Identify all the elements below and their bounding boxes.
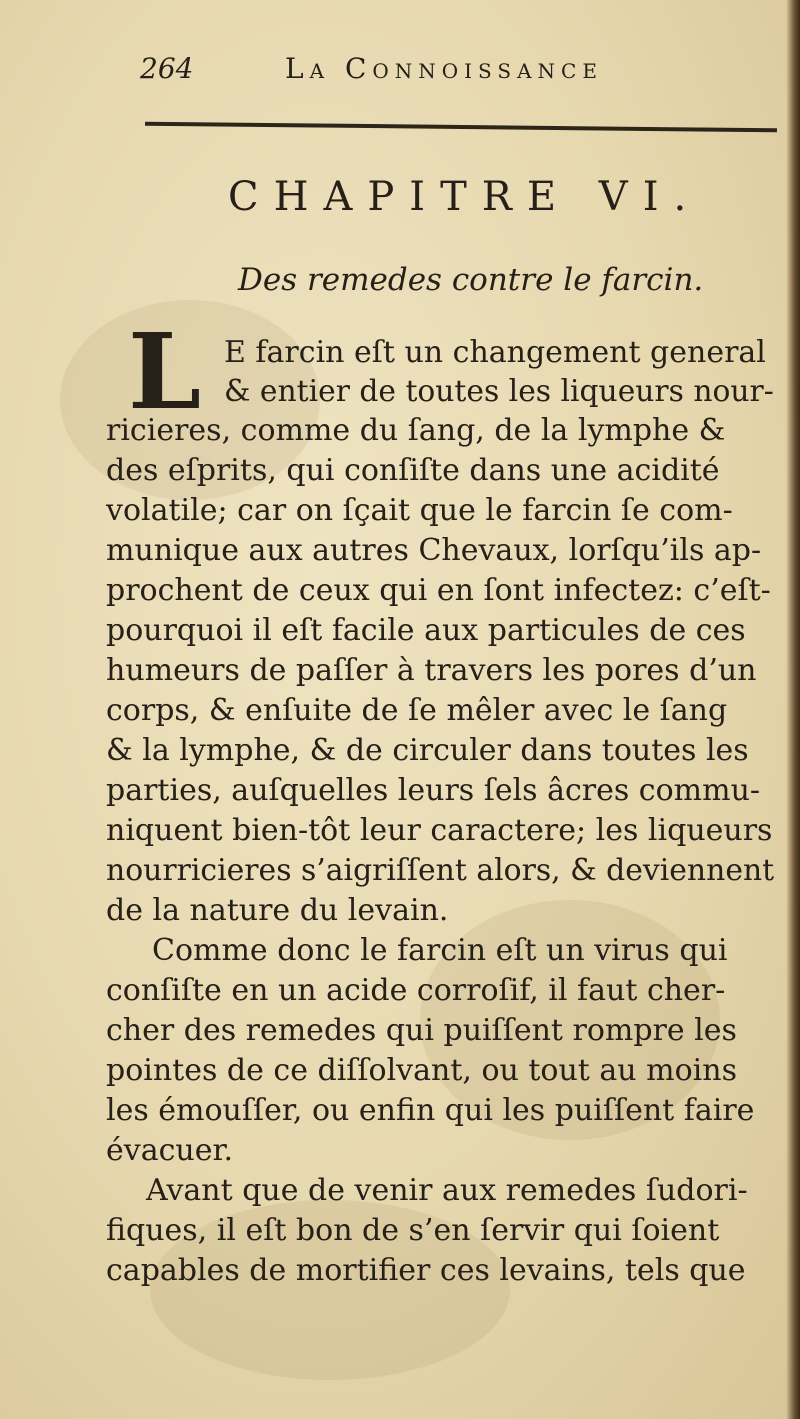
chapter-heading: CHAPITRE VI. bbox=[228, 174, 702, 220]
text-line: pourquoi il eſt facile aux particules de ces bbox=[106, 613, 746, 648]
running-title: La Connoissance bbox=[285, 52, 603, 85]
text-line: cher des remedes qui puiſſent rompre les bbox=[106, 1013, 737, 1048]
text-line: & la lymphe, & de circuler dans toutes les bbox=[106, 733, 749, 768]
text-line: prochent de ceux qui en ſont infectez: c’eſt- bbox=[106, 573, 771, 608]
text-line: évacuer. bbox=[106, 1133, 234, 1168]
text-line: les émouſſer, ou enfin qui les puiſſent faire bbox=[106, 1093, 755, 1128]
text-line: pointes de ce diſſolvant, ou tout au moins bbox=[106, 1053, 737, 1088]
text-line: munique aux autres Chevaux, lorſqu’ils ap- bbox=[106, 533, 762, 568]
text-line: nourricieres s’aigriſſent alors, & deviennent bbox=[106, 853, 775, 888]
running-header bbox=[115, 50, 695, 90]
chapter-subtitle: Des remedes contre le farcin. bbox=[238, 262, 704, 298]
text-line: volatile; car on ſçait que le farcin ſe com- bbox=[106, 493, 733, 528]
text-line: niquent bien-tôt leur caractere; les liqueurs bbox=[106, 813, 773, 848]
text-line: de la nature du levain. bbox=[106, 893, 449, 928]
drop-cap: L bbox=[128, 310, 202, 433]
text-line: Avant que de venir aux remedes ſudori- bbox=[146, 1173, 748, 1208]
text-line: E farcin eſt un changement general bbox=[224, 335, 766, 370]
text-line: capables de mortifier ces levains, tels que bbox=[106, 1253, 746, 1288]
text-line: conſiſte en un acide corroſif, il faut cher- bbox=[106, 973, 726, 1008]
text-line: fiques, il eſt bon de s’en ſervir qui ſoient bbox=[106, 1213, 720, 1248]
header-rule bbox=[145, 122, 777, 133]
text-line: corps, & enſuite de ſe mêler avec le ſang bbox=[106, 693, 728, 728]
page-edge-shadow bbox=[786, 0, 800, 1419]
text-line: parties, auſquelles leurs ſels âcres commu- bbox=[106, 773, 761, 808]
page-number: 264 bbox=[140, 52, 194, 85]
text-line: humeurs de paſſer à travers les pores d’un bbox=[106, 653, 757, 688]
text-line: Comme donc le farcin eſt un virus qui bbox=[152, 933, 728, 968]
text-line: ricieres, comme du ſang, de la lymphe & bbox=[106, 413, 726, 448]
text-line: & entier de toutes les liqueurs nour- bbox=[224, 374, 774, 409]
text-line: des eſprits, qui conſiſte dans une acidité bbox=[106, 453, 720, 488]
